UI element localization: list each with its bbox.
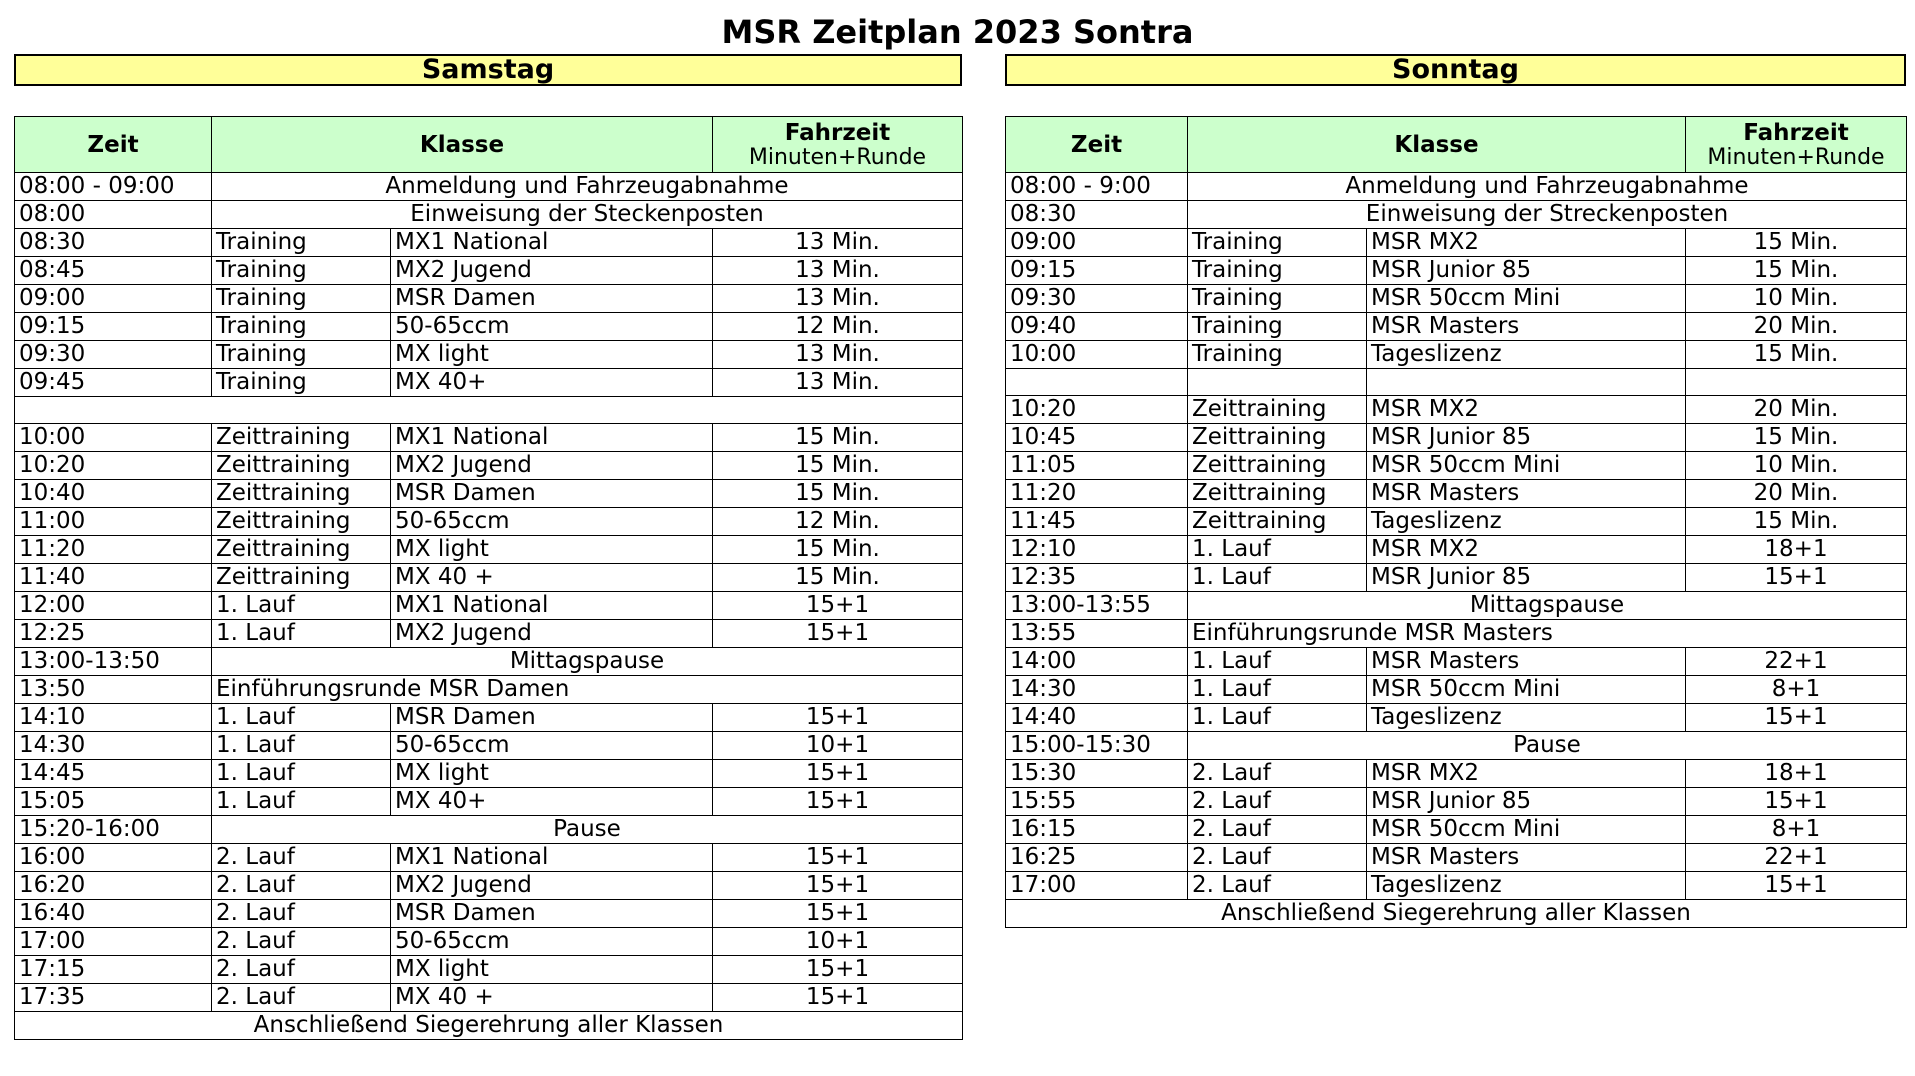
time-cell: 11:20: [1006, 480, 1188, 508]
table-row: [1006, 732, 1907, 760]
table-row: [1006, 285, 1907, 313]
class-cell: 50-65ccm: [391, 928, 713, 956]
time-cell: 08:00 - 9:00: [1006, 173, 1188, 201]
table-row: [15, 397, 963, 424]
class-cell: MSR Junior 85: [1367, 424, 1686, 452]
time-cell: 17:35: [15, 984, 212, 1012]
ride-time-cell: 13 Min.: [713, 285, 963, 313]
table-row: [15, 648, 963, 676]
class-cell: MX1 National: [391, 592, 713, 620]
class-cell: 50-65ccm: [391, 313, 713, 341]
class-cell: MX1 National: [391, 424, 713, 452]
table-row: [15, 592, 963, 620]
time-cell: 11:00: [15, 508, 212, 536]
class-cell: MX light: [391, 760, 713, 788]
class-cell: MSR Masters: [1367, 313, 1686, 341]
table-row: [15, 788, 963, 816]
table-row: [1006, 788, 1907, 816]
time-cell: 14:30: [1006, 676, 1188, 704]
ride-time-cell: 10 Min.: [1686, 452, 1907, 480]
class-cell: MX2 Jugend: [391, 257, 713, 285]
class-cell: MSR Junior 85: [1367, 564, 1686, 592]
time-cell: 16:15: [1006, 816, 1188, 844]
session-type-cell: Zeittraining: [212, 536, 391, 564]
session-type-cell: 1. Lauf: [1188, 648, 1367, 676]
time-cell: 10:45: [1006, 424, 1188, 452]
session-type-cell: 2. Lauf: [212, 900, 391, 928]
ride-time-cell: 15 Min.: [713, 452, 963, 480]
class-cell: MX2 Jugend: [391, 452, 713, 480]
table-row: [15, 508, 963, 536]
session-type-cell: 1. Lauf: [212, 704, 391, 732]
saturday-schedule-table: [14, 116, 963, 1040]
ride-time-cell: 18+1: [1686, 536, 1907, 564]
table-row: [15, 620, 963, 648]
table-row: [1006, 369, 1907, 396]
table-row: [15, 732, 963, 760]
table-row: [15, 844, 963, 872]
ride-time-cell: 20 Min.: [1686, 480, 1907, 508]
break-cell: Pause: [212, 816, 963, 844]
class-cell: MSR Damen: [391, 480, 713, 508]
class-cell: MX 40+: [391, 788, 713, 816]
session-type-cell: 1. Lauf: [1188, 536, 1367, 564]
time-cell: 14:10: [15, 704, 212, 732]
class-cell: MX 40 +: [391, 564, 713, 592]
class-cell: MSR 50ccm Mini: [1367, 816, 1686, 844]
event-cell: Einweisung der Steckenposten: [212, 201, 963, 229]
session-type-cell: 1. Lauf: [212, 732, 391, 760]
table-row: [1006, 508, 1907, 536]
event-cell: Einweisung der Streckenposten: [1188, 201, 1907, 229]
session-type-cell: 2. Lauf: [1188, 872, 1367, 900]
class-cell: MSR MX2: [1367, 229, 1686, 257]
time-cell: 08:30: [1006, 201, 1188, 229]
session-type-cell: Zeittraining: [1188, 452, 1367, 480]
ride-time-cell: 15+1: [713, 620, 963, 648]
table-row: [15, 956, 963, 984]
time-cell: 14:30: [15, 732, 212, 760]
class-cell: MSR Masters: [1367, 844, 1686, 872]
table-row: [1006, 760, 1907, 788]
session-type-cell: Training: [212, 313, 391, 341]
table-row: [1006, 648, 1907, 676]
session-type-cell: Training: [212, 229, 391, 257]
table-row: [15, 928, 963, 956]
time-cell: 14:45: [15, 760, 212, 788]
ride-time-cell: 15 Min.: [713, 536, 963, 564]
column-header-zeit: Zeit: [1006, 117, 1188, 173]
table-row: [15, 229, 963, 257]
time-cell: 15:05: [15, 788, 212, 816]
ride-time-cell: 15 Min.: [1686, 341, 1907, 369]
time-cell: 09:30: [1006, 285, 1188, 313]
event-cell: Anmeldung und Fahrzeugabnahme: [212, 173, 963, 201]
session-type-cell: Zeittraining: [212, 424, 391, 452]
time-cell: 17:00: [15, 928, 212, 956]
class-cell: MX light: [391, 536, 713, 564]
time-cell: 09:45: [15, 369, 212, 397]
time-cell: 17:00: [1006, 872, 1188, 900]
time-cell: 15:55: [1006, 788, 1188, 816]
session-type-cell: Zeittraining: [212, 564, 391, 592]
time-cell: 12:25: [15, 620, 212, 648]
ride-time-cell: 15+1: [1686, 704, 1907, 732]
session-type-cell: 2. Lauf: [212, 872, 391, 900]
class-cell: MSR 50ccm Mini: [1367, 676, 1686, 704]
class-cell: MSR Masters: [1367, 648, 1686, 676]
class-cell: MSR Damen: [391, 285, 713, 313]
time-cell: 16:00: [15, 844, 212, 872]
ride-time-cell: 15+1: [713, 956, 963, 984]
time-cell: 09:30: [15, 341, 212, 369]
time-cell: 11:40: [15, 564, 212, 592]
session-type-cell: 2. Lauf: [1188, 844, 1367, 872]
time-cell: 09:00: [15, 285, 212, 313]
page-title: MSR Zeitplan 2023 Sontra: [721, 13, 1194, 51]
fahrzeit-label: Fahrzeit: [784, 119, 891, 146]
session-type-cell: 1. Lauf: [1188, 676, 1367, 704]
ride-time-cell: 18+1: [1686, 760, 1907, 788]
table-row: [15, 424, 963, 452]
session-type-cell: Zeittraining: [212, 452, 391, 480]
table-row: [1006, 620, 1907, 648]
table-row: [15, 173, 963, 201]
ride-time-cell: 13 Min.: [713, 341, 963, 369]
blank-cell: [1367, 369, 1686, 396]
time-cell: 09:00: [1006, 229, 1188, 257]
ride-time-cell: 15 Min.: [1686, 424, 1907, 452]
fahrzeit-sublabel: Minuten+Runde: [1707, 144, 1885, 170]
table-row: [1006, 536, 1907, 564]
class-cell: Tageslizenz: [1367, 341, 1686, 369]
ride-time-cell: 20 Min.: [1686, 396, 1907, 424]
table-row: [1006, 564, 1907, 592]
time-cell: 17:15: [15, 956, 212, 984]
table-row: [15, 536, 963, 564]
table-row: [1006, 900, 1907, 928]
session-type-cell: 2. Lauf: [212, 928, 391, 956]
ride-time-cell: 10+1: [713, 732, 963, 760]
table-row: [15, 676, 963, 704]
class-cell: MSR Junior 85: [1367, 788, 1686, 816]
time-cell: 10:20: [1006, 396, 1188, 424]
intro-lap-cell: Einführungsrunde MSR Damen: [212, 676, 963, 704]
class-cell: Tageslizenz: [1367, 508, 1686, 536]
time-cell: 15:30: [1006, 760, 1188, 788]
table-row: [15, 285, 963, 313]
break-cell: Mittagspause: [1188, 592, 1907, 620]
session-type-cell: Training: [1188, 229, 1367, 257]
column-header-fahrzeit: [713, 117, 963, 173]
table-row: [1006, 676, 1907, 704]
table-row: [15, 872, 963, 900]
ride-time-cell: 15+1: [713, 592, 963, 620]
column-header-zeit: Zeit: [15, 117, 212, 173]
class-cell: Tageslizenz: [1367, 872, 1686, 900]
class-cell: MSR Masters: [1367, 480, 1686, 508]
ride-time-cell: 15 Min.: [713, 424, 963, 452]
event-cell: Anmeldung und Fahrzeugabnahme: [1188, 173, 1907, 201]
session-type-cell: Training: [1188, 257, 1367, 285]
time-cell: 10:00: [15, 424, 212, 452]
table-row: [15, 452, 963, 480]
class-cell: MX light: [391, 956, 713, 984]
table-row: [15, 760, 963, 788]
table-row: [1006, 396, 1907, 424]
table-row: [15, 900, 963, 928]
session-type-cell: Training: [212, 341, 391, 369]
table-row: [1006, 424, 1907, 452]
table-row: [15, 369, 963, 397]
ride-time-cell: 22+1: [1686, 648, 1907, 676]
break-cell: Pause: [1188, 732, 1907, 760]
ride-time-cell: 15+1: [713, 788, 963, 816]
ride-time-cell: 15 Min.: [1686, 257, 1907, 285]
time-cell: 08:00 - 09:00: [15, 173, 212, 201]
time-cell: 10:00: [1006, 341, 1188, 369]
ride-time-cell: 20 Min.: [1686, 313, 1907, 341]
ride-time-cell: 15+1: [1686, 564, 1907, 592]
ride-time-cell: 13 Min.: [713, 257, 963, 285]
session-type-cell: 1. Lauf: [212, 760, 391, 788]
time-cell: 16:25: [1006, 844, 1188, 872]
time-cell: 11:45: [1006, 508, 1188, 536]
time-cell: 15:20-16:00: [15, 816, 212, 844]
table-row: [1006, 480, 1907, 508]
table-row: [1006, 257, 1907, 285]
ride-time-cell: 15+1: [713, 900, 963, 928]
session-type-cell: Training: [212, 285, 391, 313]
session-type-cell: 2. Lauf: [212, 956, 391, 984]
table-row: [1006, 201, 1907, 229]
ride-time-cell: 12 Min.: [713, 313, 963, 341]
sunday-schedule-table: [1005, 116, 1907, 928]
intro-lap-cell: Einführungsrunde MSR Masters: [1188, 620, 1907, 648]
time-cell: 11:05: [1006, 452, 1188, 480]
session-type-cell: 1. Lauf: [212, 620, 391, 648]
table-row: [1006, 816, 1907, 844]
table-row: [15, 480, 963, 508]
class-cell: MX 40+: [391, 369, 713, 397]
class-cell: MX2 Jugend: [391, 620, 713, 648]
table-row: [15, 564, 963, 592]
ride-time-cell: 8+1: [1686, 816, 1907, 844]
table-row: [1006, 341, 1907, 369]
time-cell: 16:40: [15, 900, 212, 928]
session-type-cell: Zeittraining: [212, 480, 391, 508]
session-type-cell: 2. Lauf: [212, 984, 391, 1012]
time-cell: 13:55: [1006, 620, 1188, 648]
time-cell: 12:35: [1006, 564, 1188, 592]
table-row: [1006, 452, 1907, 480]
time-cell: 14:40: [1006, 704, 1188, 732]
class-cell: MSR MX2: [1367, 536, 1686, 564]
ride-time-cell: 22+1: [1686, 844, 1907, 872]
ceremony-cell: Anschließend Siegerehrung aller Klassen: [1006, 900, 1907, 928]
session-type-cell: Training: [1188, 285, 1367, 313]
time-cell: 10:40: [15, 480, 212, 508]
class-cell: MSR Damen: [391, 704, 713, 732]
ride-time-cell: 15 Min.: [713, 564, 963, 592]
ride-time-cell: 15+1: [713, 704, 963, 732]
table-row: [1006, 592, 1907, 620]
class-cell: MX 40 +: [391, 984, 713, 1012]
time-cell: 13:00-13:55: [1006, 592, 1188, 620]
ride-time-cell: 15+1: [1686, 872, 1907, 900]
table-row: [1006, 844, 1907, 872]
session-type-cell: Zeittraining: [1188, 424, 1367, 452]
time-cell: 12:00: [15, 592, 212, 620]
time-cell: 14:00: [1006, 648, 1188, 676]
time-cell: 13:00-13:50: [15, 648, 212, 676]
time-cell: 09:15: [1006, 257, 1188, 285]
class-cell: MSR Damen: [391, 900, 713, 928]
break-cell: Mittagspause: [212, 648, 963, 676]
session-type-cell: Zeittraining: [1188, 396, 1367, 424]
ride-time-cell: 15 Min.: [1686, 508, 1907, 536]
ride-time-cell: 15+1: [713, 760, 963, 788]
table-row: [1006, 173, 1907, 201]
table-row: [1006, 313, 1907, 341]
table-row: [1006, 229, 1907, 257]
time-cell: 13:50: [15, 676, 212, 704]
ride-time-cell: 10+1: [713, 928, 963, 956]
session-type-cell: Zeittraining: [1188, 480, 1367, 508]
class-cell: MSR MX2: [1367, 396, 1686, 424]
table-row: [15, 341, 963, 369]
class-cell: 50-65ccm: [391, 732, 713, 760]
time-cell: 08:45: [15, 257, 212, 285]
time-cell: 09:40: [1006, 313, 1188, 341]
session-type-cell: 2. Lauf: [1188, 816, 1367, 844]
time-cell: 08:00: [15, 201, 212, 229]
blank-cell: [1686, 369, 1907, 396]
ride-time-cell: 15+1: [713, 984, 963, 1012]
ride-time-cell: 15+1: [713, 844, 963, 872]
table-row: [15, 257, 963, 285]
table-row: [15, 201, 963, 229]
saturday-header: Samstag: [14, 54, 962, 86]
blank-cell: [1006, 369, 1188, 396]
session-type-cell: 2. Lauf: [1188, 760, 1367, 788]
table-header-row: [15, 117, 963, 173]
class-cell: 50-65ccm: [391, 508, 713, 536]
blank-cell: [15, 397, 963, 424]
ceremony-cell: Anschließend Siegerehrung aller Klassen: [15, 1012, 963, 1040]
column-header-klasse: Klasse: [1188, 117, 1686, 173]
session-type-cell: 1. Lauf: [1188, 704, 1367, 732]
class-cell: MX light: [391, 341, 713, 369]
session-type-cell: 1. Lauf: [212, 788, 391, 816]
session-type-cell: Training: [212, 369, 391, 397]
table-row: [1006, 872, 1907, 900]
class-cell: MSR 50ccm Mini: [1367, 452, 1686, 480]
session-type-cell: Zeittraining: [1188, 508, 1367, 536]
session-type-cell: Training: [212, 257, 391, 285]
class-cell: MX1 National: [391, 229, 713, 257]
table-row: [15, 1012, 963, 1040]
ride-time-cell: 12 Min.: [713, 508, 963, 536]
table-row: [15, 984, 963, 1012]
session-type-cell: 2. Lauf: [1188, 788, 1367, 816]
ride-time-cell: 13 Min.: [713, 369, 963, 397]
column-header-klasse: Klasse: [212, 117, 713, 173]
time-cell: 15:00-15:30: [1006, 732, 1188, 760]
ride-time-cell: 15+1: [1686, 788, 1907, 816]
session-type-cell: Training: [1188, 341, 1367, 369]
ride-time-cell: 8+1: [1686, 676, 1907, 704]
session-type-cell: 1. Lauf: [212, 592, 391, 620]
sunday-header: Sonntag: [1005, 54, 1906, 86]
session-type-cell: 2. Lauf: [212, 844, 391, 872]
session-type-cell: Zeittraining: [212, 508, 391, 536]
ride-time-cell: 10 Min.: [1686, 285, 1907, 313]
time-cell: 16:20: [15, 872, 212, 900]
table-row: [15, 816, 963, 844]
class-cell: MSR Junior 85: [1367, 257, 1686, 285]
ride-time-cell: 15 Min.: [1686, 229, 1907, 257]
class-cell: MX1 National: [391, 844, 713, 872]
ride-time-cell: 13 Min.: [713, 229, 963, 257]
fahrzeit-label: Fahrzeit: [1743, 119, 1849, 146]
class-cell: MSR 50ccm Mini: [1367, 285, 1686, 313]
table-row: [1006, 704, 1907, 732]
time-cell: 11:20: [15, 536, 212, 564]
fahrzeit-sublabel: Minuten+Runde: [748, 144, 927, 170]
time-cell: 08:30: [15, 229, 212, 257]
time-cell: 09:15: [15, 313, 212, 341]
table-row: [15, 704, 963, 732]
class-cell: MSR MX2: [1367, 760, 1686, 788]
session-type-cell: Training: [1188, 313, 1367, 341]
blank-cell: [1188, 369, 1367, 396]
ride-time-cell: 15+1: [713, 872, 963, 900]
column-header-fahrzeit: [1686, 117, 1907, 173]
time-cell: 12:10: [1006, 536, 1188, 564]
class-cell: MX2 Jugend: [391, 872, 713, 900]
ride-time-cell: 15 Min.: [713, 480, 963, 508]
class-cell: Tageslizenz: [1367, 704, 1686, 732]
table-header-row: [1006, 117, 1907, 173]
session-type-cell: 1. Lauf: [1188, 564, 1367, 592]
time-cell: 10:20: [15, 452, 212, 480]
table-row: [15, 313, 963, 341]
